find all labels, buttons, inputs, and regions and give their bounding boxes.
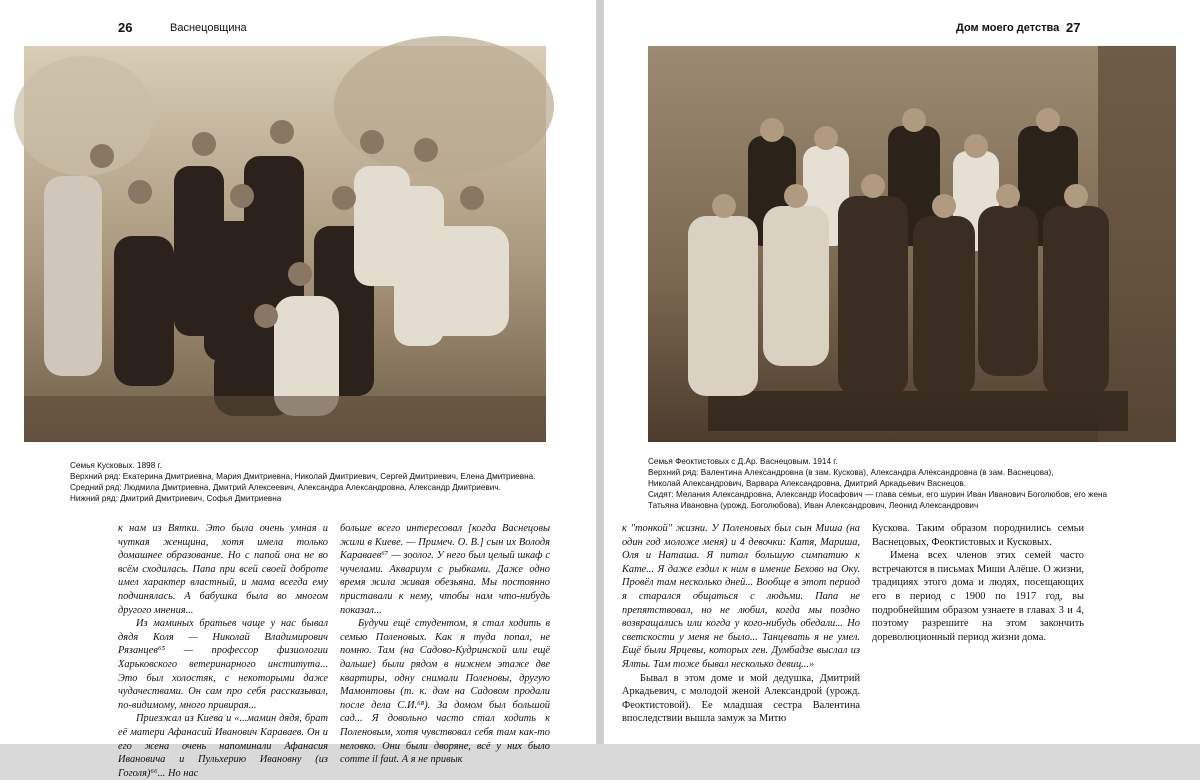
photo-feoktistov-family: [648, 46, 1176, 442]
paragraph: к нам из Вятки. Это была очень умная и чуткая женщина, хотя имела только домашнее образование. Но с папой она не во всём сходилась. Папа при всей своей доброте имел характер властный, и мама всегда ему подчинялась. А бабушка была во многом другого мнения...: [118, 523, 328, 616]
running-head-right: Дом моего детства: [956, 22, 1060, 34]
text-column-right-1: [622, 522, 860, 726]
paragraph: к "тонкой" жизни. У Поленовых был сын Миша (на один год моложе меня) и 4 девочки: Катя, Мариша, Оля и Наташа. Я питал большую симпатию к Кате... Я даже ездил к ним в имение Бехово на Оку. Провёл там несколько дней... Вообще в этот период я старался общаться с людьми. Папа не препятствовал, но не любил, когда мы поздно возвращались или когда у кого-нибудь обедали... Но светскости у меня не было... Танцевать я не умел. Ещё были Ярцевы, которых ген. Думбадзе выслал из Ялты. Там тоже бывал несколько девиц...»: [622, 523, 860, 670]
photo-caption-right: [648, 456, 1188, 511]
left-page: [0, 0, 596, 779]
caption-line: Верхний ряд: Екатерина Дмитриевна, Мария Дмитриевна, Николай Дмитриевич, Сергей Дмитриевич, Елена Дмитриевна.: [70, 472, 536, 481]
photo-feoktistov-family-image: [648, 46, 1176, 442]
caption-line: Средний ряд: Людмила Дмитриевна, Дмитрий Алексеевич, Александра Александровна, Александр Дмитриевич.: [70, 483, 501, 492]
running-head-left: Васнецовщина: [170, 22, 247, 34]
paragraph: Имена всех членов этих семей часто встречаются в письмах Миши Алёше. О жизни, традициях этого дома и людях, посещающих его в период с 1900 по 1917 год, вы подробнейшим образом узнаете в главах 3 и 4, поэтому разрешите на этом закончить дореволюционный период жизни дома.: [872, 550, 1084, 643]
paragraph: Бывал в этом доме и мой дедушка, Дмитрий Аркадьевич, с молодой женой Александрой (урожд. Феоктистовой). Ее младшая сестра Валентина впоследствии вышла замуж за Митю: [622, 672, 860, 725]
caption-line: Татьяна Ивановна (урожд. Боголюбова), Иван Александрович, Леонид Александрович: [648, 501, 979, 510]
page-number-left: 26: [118, 20, 133, 35]
paragraph: Будучи ещё студентом, я стал ходить в семью Поленовых. Как я туда попал, не помню. Там (на Садово-Кудринской или ещё дальше) были рядом в нижнем этаже две квартиры, одну снимали Поленовы, другую Мамонтовы (т. к. дом на Садовом продали после дела С.И.⁶⁸). За домом был большой сад... Я довольно часто стал ходить к Поленовым, хотя чувствовал себя там как-то неловко. Они были дворяне, всё у них было comme il faut. А я не привык: [340, 618, 550, 766]
page-number-right: 27: [1066, 20, 1081, 35]
paragraph: Из маминых братьев чаще у нас бывал дядя Коля — Николай Владимирович Рязанцев⁶⁵ — профессор физиологии Харьковского ветеринарного института... Это был холостяк, с некоторыми даже чудачествами. Он сам про себя рассказывал, по-видимому, много привирая...: [118, 618, 328, 711]
paragraph: Кускова. Таким образом породнились семьи Васнецовых, Феоктистовых и Кусковых.: [872, 523, 1084, 548]
text-column-left-2: [340, 522, 550, 767]
caption-title: Семья Феоктистовых с Д.Ар. Васнецовым. 1914 г.: [648, 457, 838, 466]
photo-caption-left: [70, 460, 570, 504]
right-page: [604, 0, 1200, 744]
caption-line: Сидят: Мелания Александровна, Александр Иосафович — глава семьи, его шурин Иван Иванович Боголюбов, его жена: [648, 490, 1108, 499]
text-column-right-2: [872, 522, 1084, 644]
caption-title: Семья Кусковых. 1898 г.: [70, 461, 162, 470]
caption-line: Нижний ряд: Дмитрий Дмитриевич, Софья Дмитриевна: [70, 494, 282, 503]
caption-line: Верхний ряд: Валентина Александровна (в зам. Кускова), Александра Александровна (в зам. Васнецова),: [648, 468, 1054, 477]
text-column-left-1: [118, 522, 328, 780]
photo-kuskov-family-image: [24, 46, 546, 442]
paragraph: Приезжал из Киева и «...мамин дядя, брат её матери Афанасий Иванович Караваев. Он и его жена очень напоминали Афанасия Ивановича и Пульхерию Ивановну (из Гоголя)⁶⁶... Но нас: [118, 713, 328, 779]
caption-line: Николай Александрович, Варвара Александровна, Дмитрий Аркадьевич Васнецов.: [648, 479, 967, 488]
photo-kuskov-family: [24, 46, 546, 442]
paragraph: больше всего интересовал [когда Васнецовы жили в Киеве. — Примеч. О. В.] сын их Володя Караваев⁶⁷ — зоолог. У него был целый шкаф с чучелами. Аквариум с рыбками. Даже одно время жила живая обезьяна. Мы постоянно приставали к нему, чтобы нам что-нибудь показал...: [340, 523, 550, 616]
book-gutter: [596, 0, 604, 744]
